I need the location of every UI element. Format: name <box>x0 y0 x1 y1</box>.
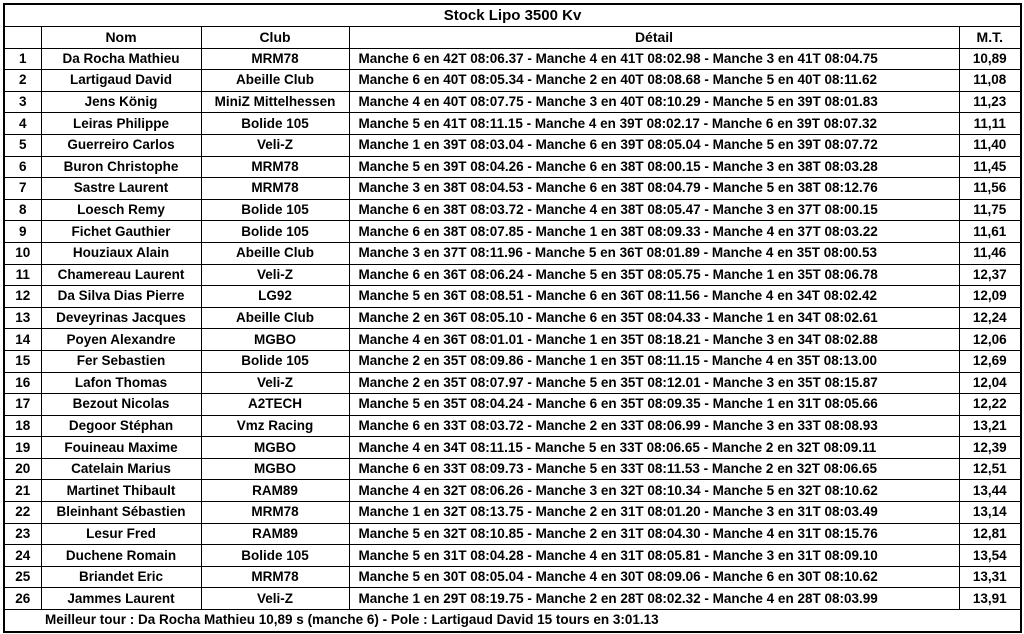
rank-cell: 15 <box>4 350 41 372</box>
name-cell: Leiras Philippe <box>41 113 201 135</box>
detail-cell: Manche 6 en 42T 08:06.37 - Manche 4 en 41T 08:02.98 - Manche 3 en 41T 08:04.75 <box>349 48 959 70</box>
rank-cell: 14 <box>4 329 41 351</box>
table-row <box>4 221 1021 243</box>
club-cell: Abeille Club <box>201 242 349 264</box>
table-row <box>4 566 1021 588</box>
rank-cell: 19 <box>4 437 41 459</box>
rank-cell: 13 <box>4 307 41 329</box>
name-cell: Guerreiro Carlos <box>41 134 201 156</box>
name-cell: Lesur Fred <box>41 523 201 545</box>
rank-cell: 20 <box>4 458 41 480</box>
club-cell: MGBO <box>201 329 349 351</box>
name-cell: Degoor Stéphan <box>41 415 201 437</box>
detail-cell: Manche 6 en 38T 08:03.72 - Manche 4 en 38T 08:05.47 - Manche 3 en 37T 08:00.15 <box>349 199 959 221</box>
table-row <box>4 458 1021 480</box>
detail-cell: Manche 2 en 36T 08:05.10 - Manche 6 en 35T 08:04.33 - Manche 1 en 34T 08:02.61 <box>349 307 959 329</box>
rank-cell: 10 <box>4 242 41 264</box>
mt-cell: 11,40 <box>959 134 1021 156</box>
header-name: Nom <box>41 27 201 49</box>
mt-cell: 13,21 <box>959 415 1021 437</box>
table-row <box>4 480 1021 502</box>
detail-cell: Manche 2 en 35T 08:07.97 - Manche 5 en 35T 08:12.01 - Manche 3 en 35T 08:15.87 <box>349 372 959 394</box>
club-cell: MRM78 <box>201 502 349 524</box>
table-row <box>4 437 1021 459</box>
title-row <box>4 4 1021 27</box>
rank-cell: 9 <box>4 221 41 243</box>
name-cell: Loesch Remy <box>41 199 201 221</box>
club-cell: Veli-Z <box>201 134 349 156</box>
name-cell: Bezout Nicolas <box>41 394 201 416</box>
detail-cell: Manche 2 en 35T 08:09.86 - Manche 1 en 35T 08:11.15 - Manche 4 en 35T 08:13.00 <box>349 350 959 372</box>
detail-cell: Manche 5 en 31T 08:04.28 - Manche 4 en 31T 08:05.81 - Manche 3 en 31T 08:09.10 <box>349 545 959 567</box>
mt-cell: 13,44 <box>959 480 1021 502</box>
rank-cell: 8 <box>4 199 41 221</box>
mt-cell: 12,06 <box>959 329 1021 351</box>
name-cell: Chamereau Laurent <box>41 264 201 286</box>
header-mt: M.T. <box>959 27 1021 49</box>
table-row <box>4 372 1021 394</box>
rank-cell: 5 <box>4 134 41 156</box>
club-cell: MGBO <box>201 437 349 459</box>
club-cell: RAM89 <box>201 480 349 502</box>
mt-cell: 12,22 <box>959 394 1021 416</box>
detail-cell: Manche 6 en 40T 08:05.34 - Manche 2 en 40T 08:08.68 - Manche 5 en 40T 08:11.62 <box>349 70 959 92</box>
mt-cell: 10,89 <box>959 48 1021 70</box>
table-row <box>4 134 1021 156</box>
mt-cell: 11,45 <box>959 156 1021 178</box>
rank-cell: 22 <box>4 502 41 524</box>
name-cell: Fichet Gauthier <box>41 221 201 243</box>
rank-cell: 3 <box>4 91 41 113</box>
mt-cell: 11,08 <box>959 70 1021 92</box>
table-row <box>4 350 1021 372</box>
detail-cell: Manche 1 en 29T 08:19.75 - Manche 2 en 28T 08:02.32 - Manche 4 en 28T 08:03.99 <box>349 588 959 610</box>
mt-cell: 12,09 <box>959 286 1021 308</box>
table-row <box>4 178 1021 200</box>
mt-cell: 11,11 <box>959 113 1021 135</box>
table-row <box>4 48 1021 70</box>
table-row <box>4 70 1021 92</box>
club-cell: Bolide 105 <box>201 545 349 567</box>
rank-cell: 17 <box>4 394 41 416</box>
club-cell: MRM78 <box>201 156 349 178</box>
name-cell: Da Rocha Mathieu <box>41 48 201 70</box>
rank-cell: 25 <box>4 566 41 588</box>
club-cell: Veli-Z <box>201 372 349 394</box>
mt-cell: 13,91 <box>959 588 1021 610</box>
club-cell: MRM78 <box>201 178 349 200</box>
club-cell: Veli-Z <box>201 588 349 610</box>
table-row <box>4 113 1021 135</box>
rank-cell: 21 <box>4 480 41 502</box>
name-cell: Poyen Alexandre <box>41 329 201 351</box>
club-cell: Abeille Club <box>201 307 349 329</box>
detail-cell: Manche 3 en 37T 08:11.96 - Manche 5 en 36T 08:01.89 - Manche 4 en 35T 08:00.53 <box>349 242 959 264</box>
name-cell: Houziaux Alain <box>41 242 201 264</box>
detail-cell: Manche 5 en 32T 08:10.85 - Manche 2 en 31T 08:04.30 - Manche 4 en 31T 08:15.76 <box>349 523 959 545</box>
rank-cell: 11 <box>4 264 41 286</box>
mt-cell: 12,51 <box>959 458 1021 480</box>
results-body <box>4 48 1021 609</box>
rank-cell: 26 <box>4 588 41 610</box>
mt-cell: 12,04 <box>959 372 1021 394</box>
rank-cell: 2 <box>4 70 41 92</box>
rank-cell: 6 <box>4 156 41 178</box>
name-cell: Martinet Thibault <box>41 480 201 502</box>
name-cell: Fouineau Maxime <box>41 437 201 459</box>
club-cell: MiniZ Mittelhessen <box>201 91 349 113</box>
mt-cell: 12,69 <box>959 350 1021 372</box>
results-table <box>3 3 1022 633</box>
club-cell: Bolide 105 <box>201 113 349 135</box>
detail-cell: Manche 5 en 41T 08:11.15 - Manche 4 en 39T 08:02.17 - Manche 6 en 39T 08:07.32 <box>349 113 959 135</box>
header-detail: Détail <box>349 27 959 49</box>
club-cell: Veli-Z <box>201 264 349 286</box>
table-row <box>4 329 1021 351</box>
club-cell: Vmz Racing <box>201 415 349 437</box>
table-row <box>4 264 1021 286</box>
detail-cell: Manche 1 en 39T 08:03.04 - Manche 6 en 39T 08:05.04 - Manche 5 en 39T 08:07.72 <box>349 134 959 156</box>
table-row <box>4 307 1021 329</box>
table-row <box>4 415 1021 437</box>
detail-cell: Manche 6 en 38T 08:07.85 - Manche 1 en 38T 08:09.33 - Manche 4 en 37T 08:03.22 <box>349 221 959 243</box>
name-cell: Sastre Laurent <box>41 178 201 200</box>
table-row <box>4 545 1021 567</box>
mt-cell: 12,37 <box>959 264 1021 286</box>
rank-cell: 23 <box>4 523 41 545</box>
club-cell: Bolide 105 <box>201 221 349 243</box>
table-title: Stock Lipo 3500 Kv <box>4 4 1021 27</box>
table-row <box>4 242 1021 264</box>
results-sheet <box>3 3 1020 633</box>
club-cell: MGBO <box>201 458 349 480</box>
detail-cell: Manche 6 en 33T 08:09.73 - Manche 5 en 33T 08:11.53 - Manche 2 en 32T 08:06.65 <box>349 458 959 480</box>
mt-cell: 13,54 <box>959 545 1021 567</box>
name-cell: Fer Sebastien <box>41 350 201 372</box>
detail-cell: Manche 4 en 32T 08:06.26 - Manche 3 en 32T 08:10.34 - Manche 5 en 32T 08:10.62 <box>349 480 959 502</box>
footer-row <box>4 610 1021 632</box>
name-cell: Duchene Romain <box>41 545 201 567</box>
mt-cell: 11,23 <box>959 91 1021 113</box>
mt-cell: 13,14 <box>959 502 1021 524</box>
mt-cell: 11,61 <box>959 221 1021 243</box>
name-cell: Deveyrinas Jacques <box>41 307 201 329</box>
detail-cell: Manche 4 en 40T 08:07.75 - Manche 3 en 40T 08:10.29 - Manche 5 en 39T 08:01.83 <box>349 91 959 113</box>
header-row <box>4 27 1021 49</box>
rank-cell: 16 <box>4 372 41 394</box>
table-row <box>4 394 1021 416</box>
mt-cell: 11,46 <box>959 242 1021 264</box>
table-row <box>4 502 1021 524</box>
name-cell: Briandet Eric <box>41 566 201 588</box>
table-row <box>4 523 1021 545</box>
mt-cell: 13,31 <box>959 566 1021 588</box>
club-cell: RAM89 <box>201 523 349 545</box>
table-row <box>4 199 1021 221</box>
club-cell: LG92 <box>201 286 349 308</box>
name-cell: Bleinhant Sébastien <box>41 502 201 524</box>
mt-cell: 12,39 <box>959 437 1021 459</box>
rank-cell: 12 <box>4 286 41 308</box>
table-row <box>4 588 1021 610</box>
detail-cell: Manche 5 en 39T 08:04.26 - Manche 6 en 38T 08:00.15 - Manche 3 en 38T 08:03.28 <box>349 156 959 178</box>
table-row <box>4 156 1021 178</box>
table-row <box>4 286 1021 308</box>
detail-cell: Manche 4 en 36T 08:01.01 - Manche 1 en 35T 08:18.21 - Manche 3 en 34T 08:02.88 <box>349 329 959 351</box>
header-club: Club <box>201 27 349 49</box>
mt-cell: 11,75 <box>959 199 1021 221</box>
mt-cell: 12,24 <box>959 307 1021 329</box>
detail-cell: Manche 5 en 30T 08:05.04 - Manche 4 en 30T 08:09.06 - Manche 6 en 30T 08:10.62 <box>349 566 959 588</box>
club-cell: MRM78 <box>201 48 349 70</box>
table-row <box>4 91 1021 113</box>
name-cell: Jammes Laurent <box>41 588 201 610</box>
detail-cell: Manche 4 en 34T 08:11.15 - Manche 5 en 33T 08:06.65 - Manche 2 en 32T 08:09.11 <box>349 437 959 459</box>
detail-cell: Manche 5 en 35T 08:04.24 - Manche 6 en 35T 08:09.35 - Manche 1 en 31T 08:05.66 <box>349 394 959 416</box>
detail-cell: Manche 3 en 38T 08:04.53 - Manche 6 en 38T 08:04.79 - Manche 5 en 38T 08:12.76 <box>349 178 959 200</box>
mt-cell: 12,81 <box>959 523 1021 545</box>
rank-cell: 4 <box>4 113 41 135</box>
club-cell: Bolide 105 <box>201 199 349 221</box>
detail-cell: Manche 6 en 36T 08:06.24 - Manche 5 en 35T 08:05.75 - Manche 1 en 35T 08:06.78 <box>349 264 959 286</box>
detail-cell: Manche 5 en 36T 08:08.51 - Manche 6 en 36T 08:11.56 - Manche 4 en 34T 08:02.42 <box>349 286 959 308</box>
rank-cell: 24 <box>4 545 41 567</box>
rank-cell: 1 <box>4 48 41 70</box>
club-cell: Bolide 105 <box>201 350 349 372</box>
header-rank <box>4 27 41 49</box>
club-cell: A2TECH <box>201 394 349 416</box>
club-cell: Abeille Club <box>201 70 349 92</box>
name-cell: Da Silva Dias Pierre <box>41 286 201 308</box>
name-cell: Lafon Thomas <box>41 372 201 394</box>
name-cell: Jens König <box>41 91 201 113</box>
rank-cell: 7 <box>4 178 41 200</box>
mt-cell: 11,56 <box>959 178 1021 200</box>
detail-cell: Manche 6 en 33T 08:03.72 - Manche 2 en 33T 08:06.99 - Manche 3 en 33T 08:08.93 <box>349 415 959 437</box>
name-cell: Buron Christophe <box>41 156 201 178</box>
rank-cell: 18 <box>4 415 41 437</box>
name-cell: Catelain Marius <box>41 458 201 480</box>
name-cell: Lartigaud David <box>41 70 201 92</box>
footer-note: Meilleur tour : Da Rocha Mathieu 10,89 s (manche 6) - Pole : Lartigaud David 15 tours en 3:01.13 <box>4 610 1021 632</box>
detail-cell: Manche 1 en 32T 08:13.75 - Manche 2 en 31T 08:01.20 - Manche 3 en 31T 08:03.49 <box>349 502 959 524</box>
club-cell: MRM78 <box>201 566 349 588</box>
